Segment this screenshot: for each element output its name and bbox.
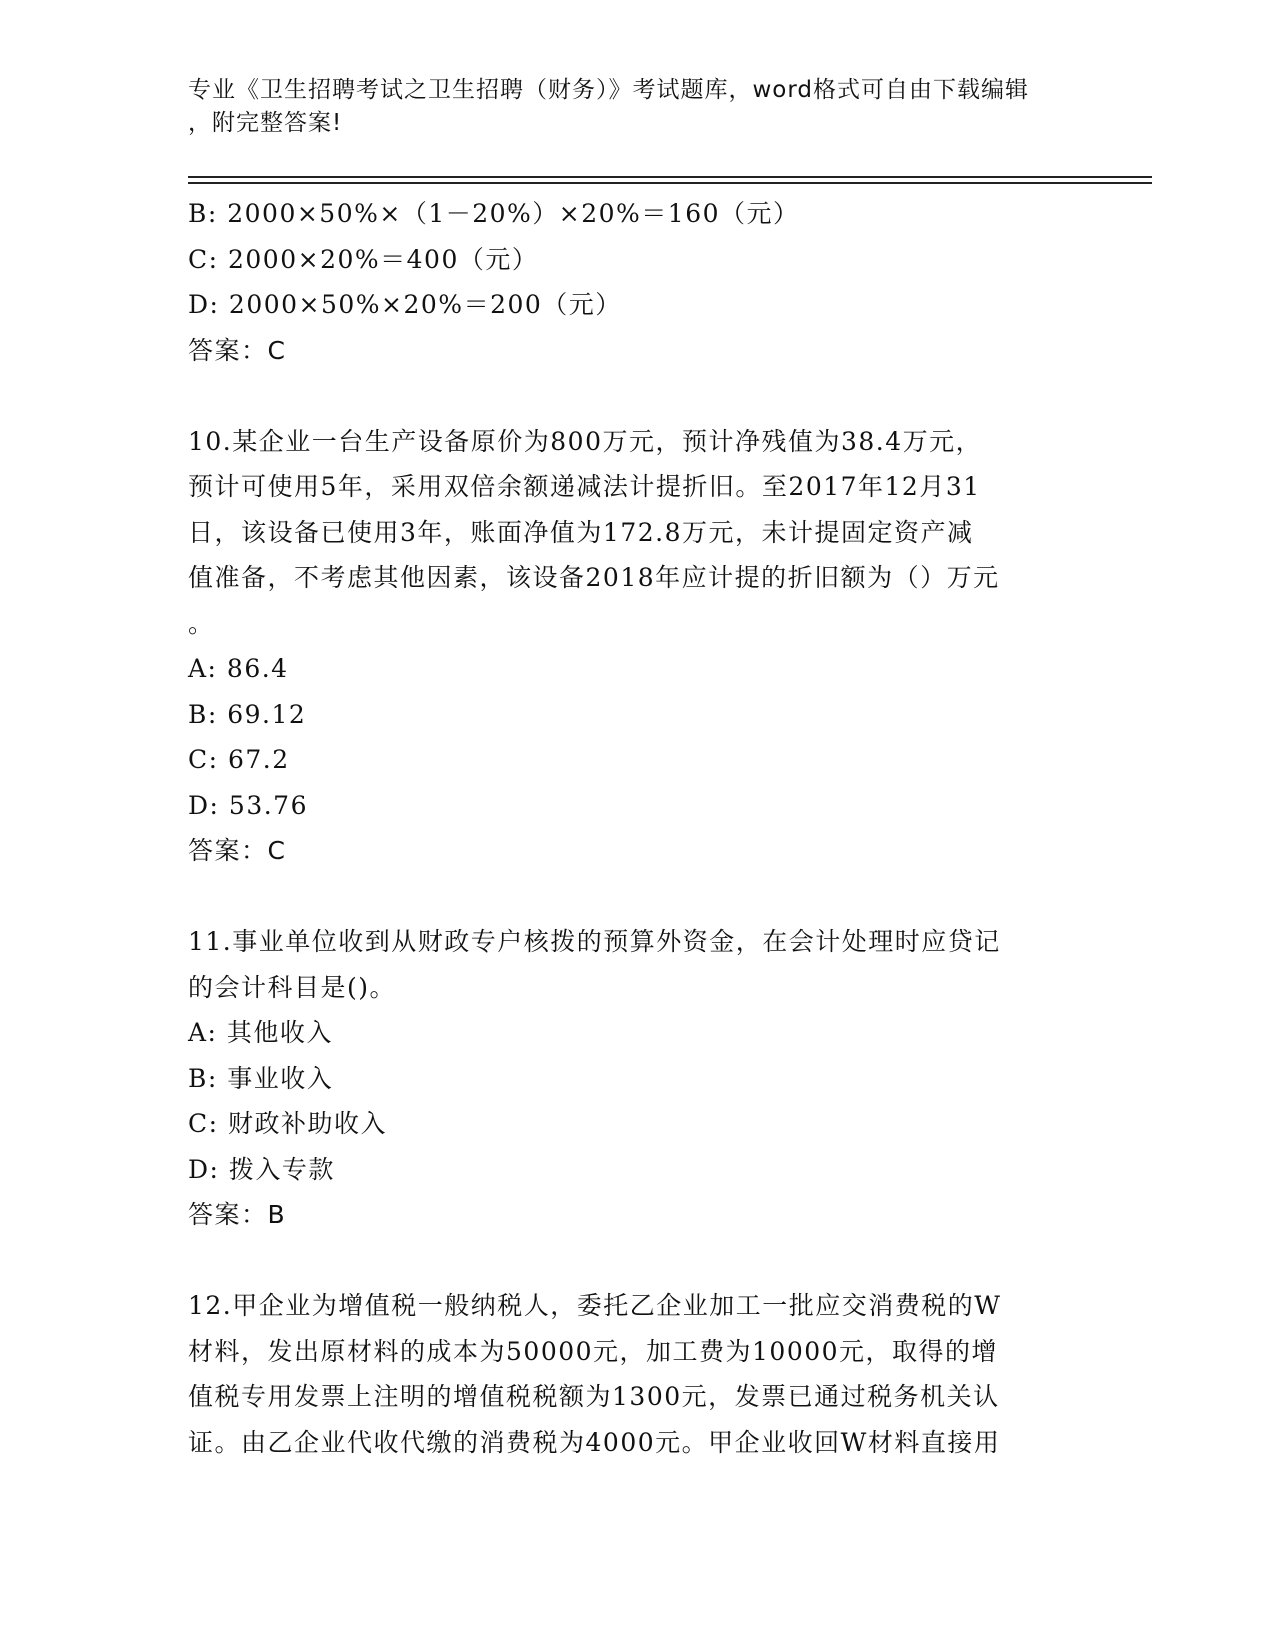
q12-text-line-2: 材料，发出原材料的成本为50000元，加工费为10000元，取得的增: [188, 1336, 999, 1366]
q11-option-a: A: 其他收入: [188, 1018, 333, 1047]
document-header: [188, 74, 1068, 140]
q10-option-c: C: 67.2: [188, 745, 290, 774]
q11-option-c: C: 财政补助收入: [188, 1109, 387, 1138]
q9-answer: 答案：C: [188, 335, 287, 365]
q10-option-d: D: 53.76: [188, 790, 308, 820]
q10-text-line-5: 。: [188, 608, 215, 638]
q11-text-line-2: 的会计科目是()。: [188, 972, 397, 1002]
header-divider-bottom: [188, 182, 1152, 184]
q9-option-c: C: 2000×20%＝400（元）: [188, 244, 539, 274]
q10-text-line-3: 日，该设备已使用3年，账面净值为172.8万元，未计提固定资产减: [188, 517, 974, 547]
header-line-1: 专业《卫生招聘考试之卫生招聘（财务）》考试题库，word格式可自由下载编辑: [188, 77, 1030, 103]
q11-text-line-1: 11.事业单位收到从财政专户核拨的预算外资金，在会计处理时应贷记: [188, 927, 1001, 956]
q10-text-line-2: 预计可使用5年，采用双倍余额递减法计提折旧。至2017年12月31: [188, 472, 981, 501]
q10-answer: 答案：C: [188, 836, 287, 865]
q11-answer: 答案：B: [188, 1200, 287, 1229]
q9-option-b: B: 2000×50%×（1－20%）×20%＝160（元）: [188, 199, 800, 228]
q12-text-line-3: 值税专用发票上注明的增值税税额为1300元，发票已通过税务机关认: [188, 1382, 1000, 1411]
q11-option-b: B: 事业收入: [188, 1063, 334, 1093]
q12-text-line-1: 12.甲企业为增值税一般纳税人，委托乙企业加工一批应交消费税的W: [188, 1291, 1002, 1320]
document-body: [188, 191, 1088, 1465]
q10-text-line-4: 值准备，不考虑其他因素，该设备2018年应计提的折旧额为（）万元: [188, 563, 1000, 592]
q9-option-d: D: 2000×50%×20%＝200（元）: [188, 290, 622, 319]
q11-option-d: D: 拨入专款: [188, 1154, 335, 1184]
spacer: [188, 1238, 1088, 1284]
spacer: [188, 373, 1088, 419]
q12-text-line-4: 证。由乙企业代收代缴的消费税为4000元。甲企业收回W材料直接用: [188, 1427, 1001, 1457]
spacer: [188, 874, 1088, 920]
q10-option-a: A: 86.4: [188, 654, 289, 683]
header-divider-top: [188, 176, 1152, 178]
q10-text-line-1: 10.某企业一台生产设备原价为800万元，预计净残值为38.4万元，: [188, 426, 983, 456]
q10-option-b: B: 69.12: [188, 699, 307, 729]
header-line-2: ，附完整答案!: [188, 110, 343, 136]
